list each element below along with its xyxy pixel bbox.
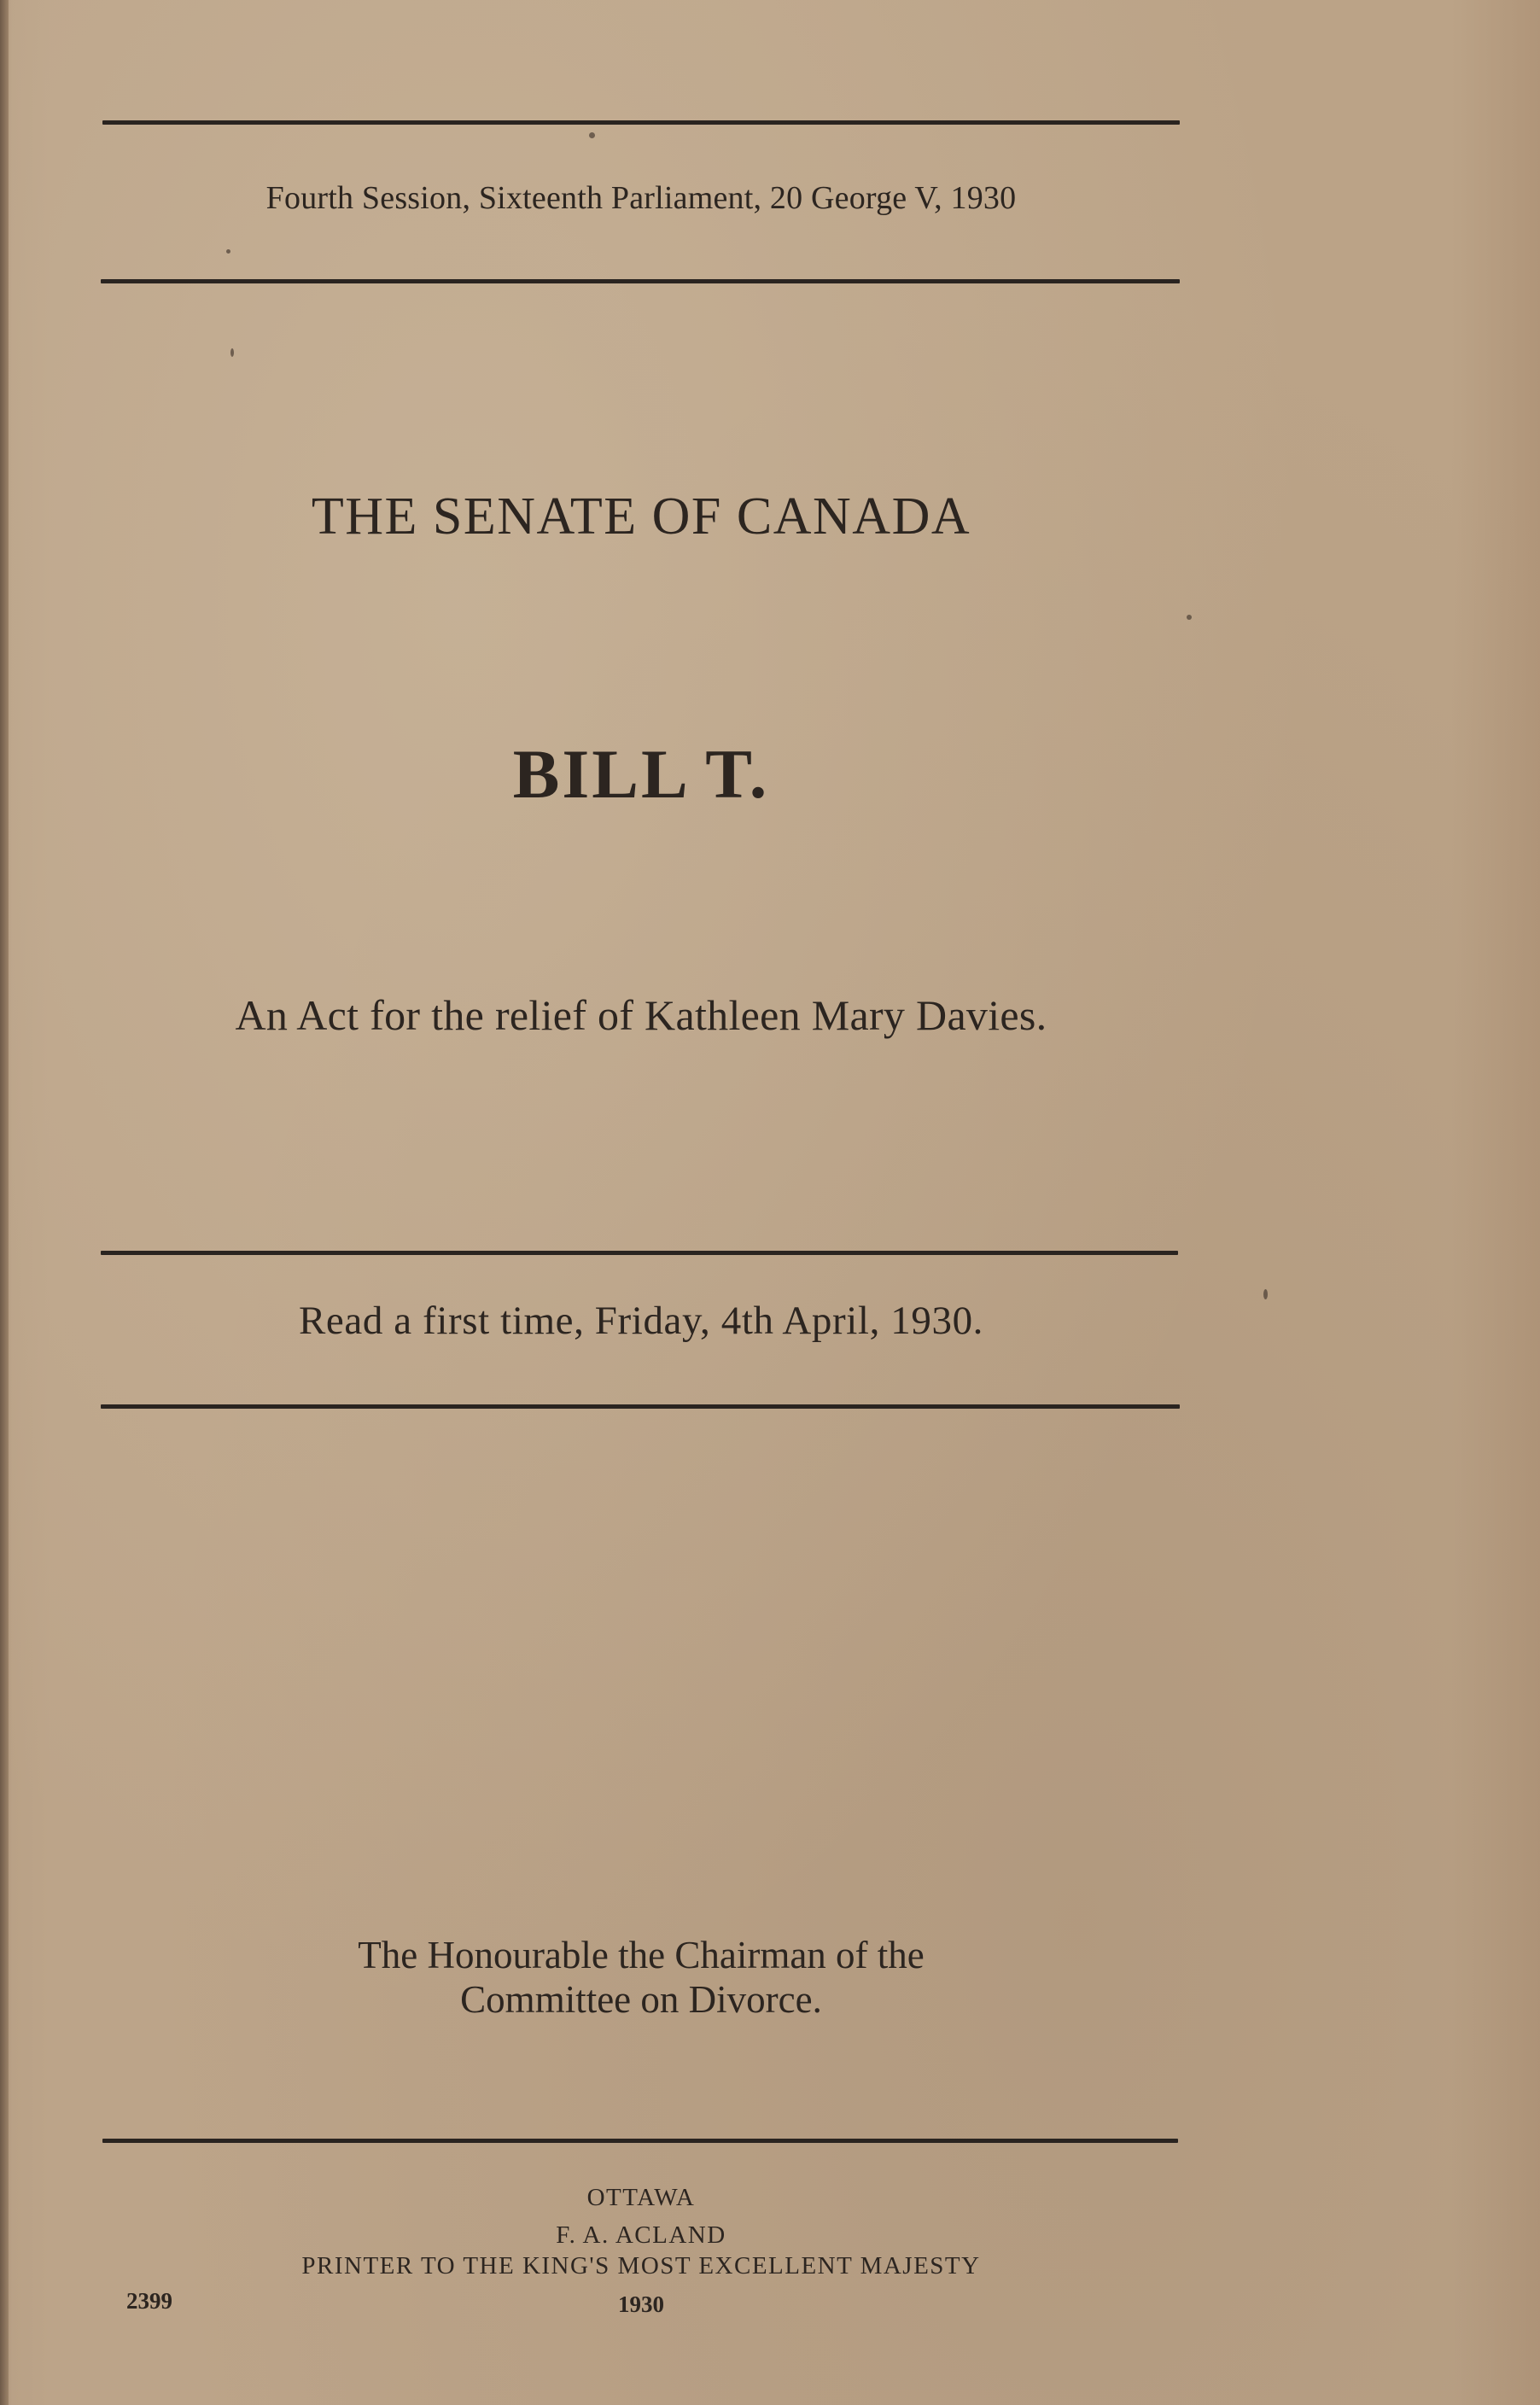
- reading-note: Read a first time, Friday, 4th April, 1930.: [298, 1299, 984, 1343]
- paper-speck: [226, 249, 230, 254]
- bill-title: BILL T.: [512, 735, 770, 813]
- act-title: An Act for the relief of Kathleen Mary Davies.: [235, 991, 1047, 1039]
- top-rule-lower: [101, 279, 1180, 283]
- middle-rule-lower: [101, 1404, 1180, 1409]
- imprint-printer-title: PRINTER TO THE KING'S MOST EXCELLENT MAJESTY: [301, 2252, 981, 2279]
- paper-speck: [589, 132, 595, 138]
- senate-title: THE SENATE OF CANADA: [311, 487, 971, 546]
- imprint-printer: F. A. ACLAND: [556, 2221, 726, 2249]
- middle-rule-upper: [101, 1251, 1178, 1255]
- document-number: 2399: [126, 2288, 172, 2314]
- paper-speck: [230, 348, 234, 357]
- bottom-rule: [102, 2139, 1178, 2143]
- paper-speck: [1263, 1289, 1268, 1299]
- top-rule-upper: [102, 120, 1180, 125]
- imprint-year: 1930: [618, 2291, 664, 2317]
- imprint-city: OTTAWA: [586, 2184, 696, 2211]
- sponsor-line-2: Committee on Divorce.: [460, 1978, 822, 2021]
- sponsor-line-1: The Honourable the Chairman of the: [358, 1934, 925, 1976]
- page-edge: [0, 0, 9, 2405]
- session-heading: Fourth Session, Sixteenth Parliament, 20 George V, 1930: [265, 180, 1017, 216]
- paper-speck: [1187, 615, 1192, 620]
